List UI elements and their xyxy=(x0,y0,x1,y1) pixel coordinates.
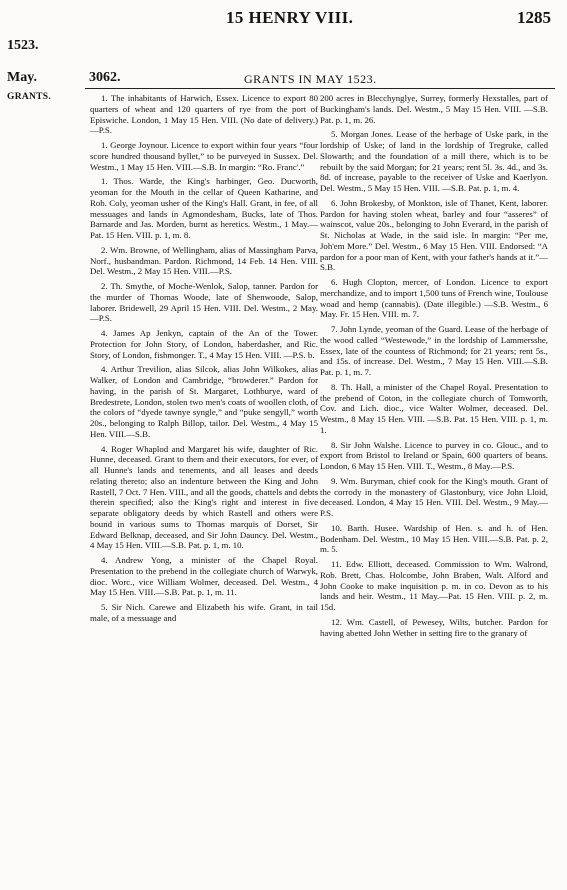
margin-month: May. xyxy=(7,70,37,85)
entry: 5. Morgan Jones. Lease of the herbage of Uske park, in the lordship of Uske; of land in the lordship of Tregruke, called Slowarth; and the foundation of a mill there, which is to be rebuilt by the said Morgan; for 21 years; rent 5l. 3s. 4d., and 3s. 8d. of increase, payable to the receiver of Uske and Kaerlyon. Del. Westm., 5 May 15 Hen. VIII. —S.B. Pat. p. 1, m. 4. xyxy=(320,129,548,193)
entry: 2. Wm. Browne, of Wellingham, alias of Massingham Parva, Norf., husbandman. Pardon. Richmond, 14 Feb. 14 Hen. VIII. Del. Westm., 2 May 15 Hen. VIII.—P.S. xyxy=(90,244,318,277)
entry: 4. Andrew Yong, a minister of the Chapel Royal. Presentation to the prebend in the collegiate church of Warwyk, dioc. Worc., vice William Wolmer, deceased. Del. Westm., 4 May 15 Hen. VIII.—S.B. Pat. p. 1, m. 11. xyxy=(90,555,318,598)
right-column xyxy=(320,93,548,642)
entry: 10. Barth. Husee. Wardship of Hen. s. and h. of Hen. Bodenham. Del. Westm., 10 May 15 Hen. VIII.—S.B. Pat. p. 2, m. 5. xyxy=(320,522,548,555)
entry: 5. Sir Nich. Carewe and Elizabeth his wife. Grant, in tail male, of a messuage and xyxy=(90,602,318,623)
section-title: GRANTS IN MAY 1523. xyxy=(244,72,377,86)
left-column xyxy=(90,93,318,628)
entry: 2. Th. Smythe, of Moche-Wenlok, Salop, tanner. Pardon for the murder of Thomas Woode, late of Shenwoode, Salop, laborer. Bridewell, 29 April 15 Hen. VIII. Del. Westm., 2 May.—P.S. xyxy=(90,281,318,324)
entry: 4. Roger Whaplod and Margaret his wife, daughter of Ric. Hunne, deceased. Grant to them and their executors, for ever, of all Hunne's lands and tenements, and all leases and deeds relating thereto; also an indenture between the King and John Rastell, 7 Oct. 7 Hen. VIII., and all the goods, chattels and debts therein specified; also the King's right and interest in five separate obligatory deeds by which Rastell and others were bound in various sums to Thomas marquis of Dorset, Sir Edward Belknap, deceased, and Sir John Dauncy. Del. Westm., 4 May 15 Hen. VIII.—S.B. Pat. p. 1, m. 10. xyxy=(90,443,318,551)
entry: 9. Wm. Buryman, chief cook for the King's mouth. Grant of the corrody in the monastery of Glastonbury, vice John Lloid, deceased. London, 4 May 15 Hen. VIII. Del. Westm., 9 May.—P.S. xyxy=(320,475,548,518)
margin-year: 1523. xyxy=(7,38,39,53)
title-rule xyxy=(85,88,555,89)
entry: 8. Sir John Walshe. Licence to purvey in co. Glouc., and to export from Bristol to Ireland or Spain, 600 quarters of beans. London, 6 May 15 Hen. VIII. T., Westm., 8 May.—P.S. xyxy=(320,439,548,471)
entry: 4. James Ap Jenkyn, captain of the An of the Tower. Protection for John Story, of London, haberdasher, and Ric. Story, of London, fishmonger. T., 4 May 15 Hen. VIII. —P.S. b. xyxy=(90,328,318,360)
entry: 7. John Lynde, yeoman of the Guard. Lease of the herbage of the wood called “Westewode,” in the lordship of Lammersshe, Essex, late of the countess of Richmond; for 21 years; rent 5s., and 15s. of increase. Del. Westm., 7 May 15 Hen. VIII.—S.B. Pat. p. 1, m. 7. xyxy=(320,324,548,377)
document-number: 3062. xyxy=(89,70,121,85)
margin-section: GRANTS. xyxy=(7,92,52,102)
entry: 11. Edw. Elliott, deceased. Commission to Wm. Walrond, Rob. Brett, Chas. Holcombe, John Braben, Walt. Alford and John Cooke to make inquisition p. m. in co. Devon as to his lands and heir. Westm., 11 May.—Pat. 15 Hen. VIII. p. 2, m. 15d. xyxy=(320,559,548,612)
entry: 1. George Joynour. Licence to export within four years “four score hundred thousand byllet,” to be purveyed in Sussex. Del. Westm., 1 May 15 Hen. VIII.—S.B. In margin: “Ro. Franc'.” xyxy=(90,140,318,172)
entry: 4. Arthur Trevilion, alias Silcok, alias John Wilkokes, alias Walker, of London and Cambridge, “browderer.” Pardon for having, in the parish of St. Margaret, Lothburye, ward of Bredestrete, London, stolen two men's coats of woollen cloth, of the colors of “dyede tawnye syngle,” and “puke sengyll,” worth 20s., belonging to Ralph Billop, tailor. Del. Westm., 4 May 15 Hen. VIII.—S.B. xyxy=(90,364,318,439)
entry: 8. Th. Hall, a minister of the Chapel Royal. Presentation to the prebend of Coton, in the collegiate church of Tomworth, Cov. and Lich. dioc., vice Walter Wolmer, deceased. Del. Westm., 8 May 15 Hen. VIII. —S.B. Pat. 15 Hen. VIII. p. 1, m. 1. xyxy=(320,381,548,435)
entry: 1. Thos. Warde, the King's harbinger, Geo. Ducworth, yeoman for the Mouth in the cellar of Queen Katharine, and Rob. Coly, yeoman usher of the King's Hall. Grant, in fee, of all messuages and lands in Agmondesham, Bucks, late of Thos. Barnarde and Jas. Morden, burnt as heretics. Westm., 1 May.—Pat. 15 Hen. VIII. p. 1, m. 8. xyxy=(90,176,318,240)
entry: 12. Wm. Castell, of Pewesey, Wilts, butcher. Pardon for having abetted John Wether in setting fire to the granary of xyxy=(320,616,548,638)
entry: 6. Hugh Clopton, mercer, of London. Licence to export merchandize, and to import 1,500 tuns of French wine, Toulouse woad and hemp (cannabis). (Date illegible.) —S.B. Westm., 6 May. Fr. 15 Hen. VIII. m. 7. xyxy=(320,277,548,320)
page-number: 1285 xyxy=(517,8,551,27)
entry: 1. The inhabitants of Harwich, Essex. Licence to export 80 quarters of wheat and 120 quarters of rye from the port of Episwiche. London, 1 May 15 Hen. VIII. (No date of delivery.)—P.S. xyxy=(90,93,318,136)
entry: 200 acres in Blecchynglye, Surrey, formerly Hexstalles, part of Buckingham's lands. Del. Westm., 5 May 15 Hen. VIII. —S.B. Pat. p. 1, m. 26. xyxy=(320,93,548,125)
running-title: 15 HENRY VIII. xyxy=(226,8,354,27)
entry: 6. John Brokesby, of Monkton, isle of Thanet, Kent, laborer. Pardon for having stolen wheat, barley and four “asseres” of wainscot, value 20s., belonging to John Everard, in the parish of St. Nicholas at Wade, in the said isle. In margin: “Per me, Joh'em More.” Del. Westm., 6 May 15 Hen. VIII. Endorsed: “A pardon for a poor man of Kent, with your father's hands at it.”—S.B. xyxy=(320,197,548,273)
